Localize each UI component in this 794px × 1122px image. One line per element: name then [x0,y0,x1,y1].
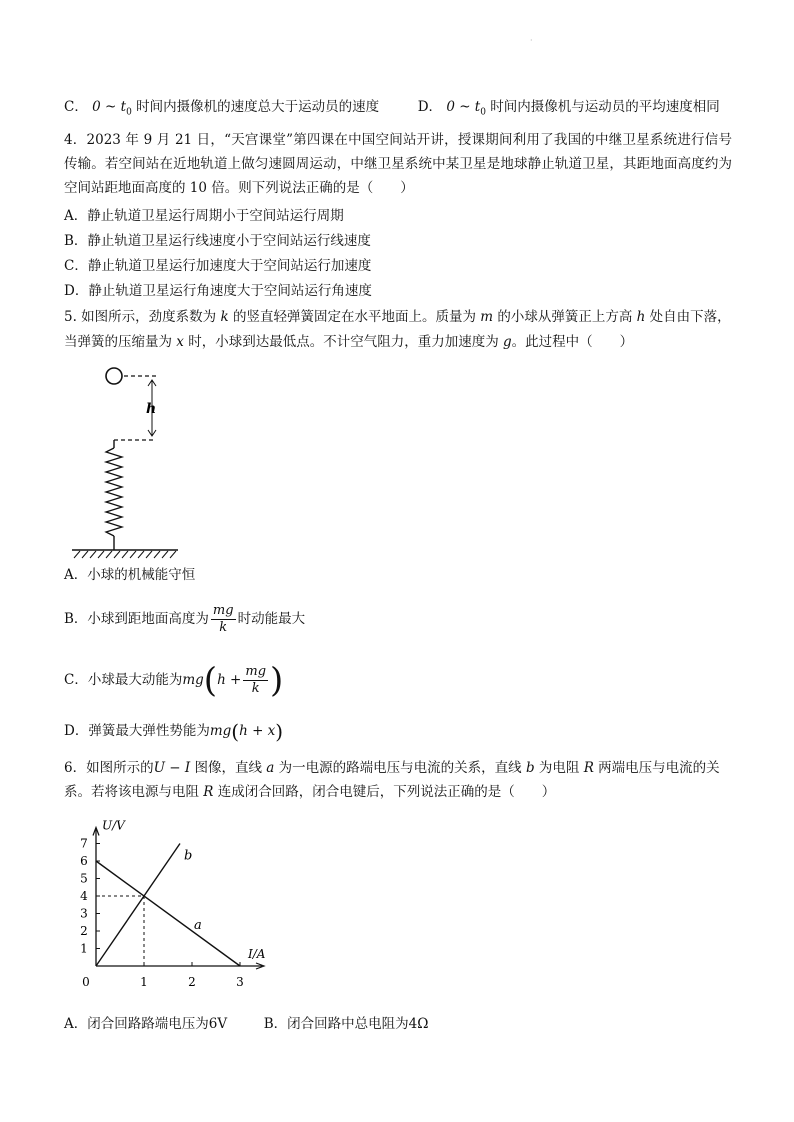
q5-option-c [64,660,283,700]
ui-graph [64,810,274,1002]
q6-stem-f: 系。若将该电源与电阻 [64,784,204,800]
q6-stem-b: 图像，直线 [190,760,267,776]
q3-optD-text: 时间内摄像机与运动员的平均速度相同 [490,99,720,115]
q5-optC-fraction [243,664,268,697]
series-line-b [96,844,180,967]
q3-optD-math: 0 ~ t [446,99,481,115]
y-tick-label: 5 [80,871,88,886]
q3-optC-prefix: C． [64,99,88,115]
q4-option-a: A．静止轨道卫星运行周期小于空间站运行周期 [64,208,344,224]
spring-coil [106,448,122,536]
q6-stem-c: 为一电源的路端电压与电流的关系，直线 [274,760,526,776]
q5-x: x [176,334,184,350]
x-axis-label: I/A [248,947,266,961]
y-axis-label: U/V [102,818,125,833]
q5-option-b [64,602,305,636]
y-tick-label: 4 [80,889,88,903]
ball-icon [106,368,122,384]
q5-stem-f: 时，小球到达最低点。不计空气阻力，重力加速度为 [183,334,504,350]
q3-optD-prefix: D． [417,99,443,115]
q5-stem-line2 [64,332,633,352]
q5-optC-h: h + [217,672,242,688]
q5-optB-suffix: 时动能最大 [237,611,306,627]
q5-stem-g: 。此过程中（ ） [511,334,634,350]
q5-stem-a: 5. 如图所示，劲度系数为 [64,309,221,325]
y-tick-label: 6 [80,854,88,868]
q4-stem: 4．2023 年 9 月 21 日，“天宫课堂”第四课在中国空间站开讲，授课期间利用了我国的中继卫星系统进行信号传输。若空间站在近地轨道上做匀速圆周运动，中继卫星系统中某卫星是地球静止轨道卫星，其距地面高度约为空间站距地面高度的 10 倍。则下列说法正确的是（ ） [64,132,732,196]
q5-stem-d: 处自由下落， [645,309,731,325]
frac-den: k [251,681,260,696]
q6-optB-prefix: B．闭合回路中总电阻为 [263,1016,409,1032]
open-paren: ( [231,719,240,744]
q6-R: R [583,760,594,776]
y-tick-label: 7 [80,836,88,851]
q5-optD-prefix: D．弹簧最大弹性势能为 [64,723,210,739]
h-label: h [146,401,157,417]
q3-optC-sub: 0 [126,107,132,118]
q5-optC-mg: mg [182,672,204,688]
q6-stem-a: 6．如图所示的 [64,760,154,776]
y-tick-label: 2 [80,924,88,938]
x-tick-label: 1 [140,975,148,989]
q5-stem-c: 的小球从弹簧正上方高 [493,309,637,325]
q6-a: a [266,760,275,776]
q5-stem-line1 [64,307,731,327]
q6-optA-value: 6V [208,1016,228,1032]
q3-optC-math: 0 ~ t [92,99,127,115]
series-line-a [96,861,240,966]
q6-optB-value: 4Ω [408,1016,429,1032]
q4-option-b: B．静止轨道卫星运行线速度小于空间站运行线速度 [64,233,371,249]
q6-stem-e: 两端电压与电流的关 [593,760,720,776]
q6-stem-d: 为电阻 [534,760,584,776]
q6-optA-prefix: A．闭合回路路端电压为 [64,1016,209,1032]
q5-optD-hx: h + x [239,723,276,739]
spring-figure [70,366,180,562]
q4-option-d: D．静止轨道卫星运行角速度大于空间站运行角速度 [64,283,372,299]
close-paren: ) [275,719,284,744]
q5-option-a: A．小球的机械能守恒 [64,567,196,583]
q5-optD-mg: mg [209,723,232,739]
q3-optD-sub: 0 [480,107,486,118]
q4-option-c: C．静止轨道卫星运行加速度大于空间站运行加速度 [64,258,372,274]
q6-R: R [203,784,214,800]
graph-axes [93,828,264,970]
x-tick-label: 0 [82,975,90,989]
series-label-b: b [184,848,193,864]
close-paren: ) [270,660,284,701]
y-tick-label: 3 [80,906,88,921]
q5-optC-prefix: C．小球最大动能为 [64,672,183,688]
q3-options-cd [64,97,720,123]
q6-stem-line1 [64,758,720,778]
q6-stem-g: 连成闭合回路，闭合电键后，下列说法正确的是（ ） [213,784,556,800]
frac-den: k [219,620,228,635]
q6-stem-line2 [64,782,555,802]
open-paren: ( [203,660,218,701]
q6-ui: U − I [153,760,191,776]
q6-b: b [525,760,535,776]
q5-k: k [220,309,229,325]
q5-optB-fraction [211,603,236,636]
q5-stem-b: 的竖直轻弹簧固定在水平地面上。质量为 [228,309,481,325]
frac-num: mg [212,603,234,618]
q6-options-ab [64,1014,428,1034]
y-tick-label: 1 [80,941,88,956]
x-tick-label: 3 [236,975,244,989]
q5-m: m [480,309,494,325]
ground-hatch [74,551,176,558]
q5-h: h [636,309,646,325]
q5-option-d [64,718,283,745]
frac-num: mg [245,664,267,679]
q5-optB-prefix: B．小球到距地面高度为 [64,611,209,627]
page-mark: · [530,36,533,45]
series-label-a: a [194,918,202,933]
q5-stem-e: 当弹簧的压缩量为 [64,334,177,350]
x-tick-label: 2 [188,975,196,989]
q3-optC-text: 时间内摄像机的速度总大于运动员的速度 [136,99,380,115]
graph-series [96,844,240,967]
q5-g: g [503,334,512,350]
